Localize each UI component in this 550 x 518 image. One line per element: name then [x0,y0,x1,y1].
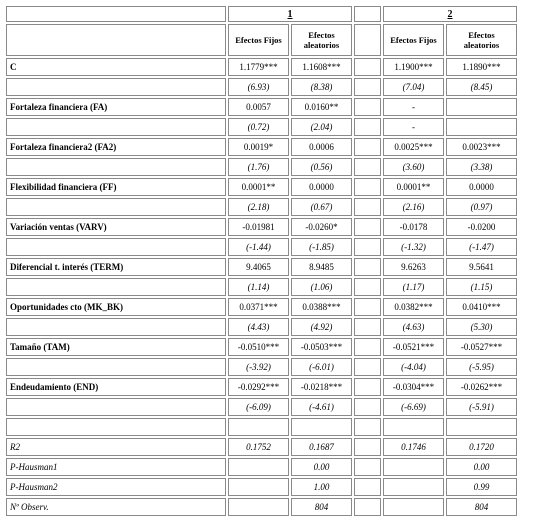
tstat-cell: (0.72) [228,118,289,136]
stat-cell [383,498,444,516]
coef-row [6,258,517,276]
tstat-row [6,78,517,96]
col-header-fixed-1: Efectos Fijos [228,24,289,56]
stat-cell: 804 [291,498,352,516]
tstat-cell: (-6.09) [228,398,289,416]
gap-cell [354,178,381,196]
tstat-cell: (2.04) [291,118,352,136]
coef-cell: 0.0001** [228,178,289,196]
variable-label: Fortaleza financiera2 (FA2) [6,138,226,156]
coef-cell: 9.4065 [228,258,289,276]
tstat-cell: (1.15) [446,278,517,296]
tstat-row [6,358,517,376]
stat-label: Nº Observ. [6,498,226,516]
variable-label: Variación ventas (VARV) [6,218,226,236]
variable-label: Diferencial t. interés (TERM) [6,258,226,276]
tstat-row [6,198,517,216]
coef-cell: -0.0200 [446,218,517,236]
tstat-cell: (-1.47) [446,238,517,256]
gap-cell [354,298,381,316]
tstat-cell: (-1.44) [228,238,289,256]
tstat-cell: (2.18) [228,198,289,216]
coef-cell: 1.1900*** [383,58,444,76]
gap-cell [354,318,381,336]
coef-row [6,298,517,316]
tstat-cell: (3.38) [446,158,517,176]
empty-cell [6,418,226,436]
empty-corner [6,24,226,56]
tstat-cell: (-6.69) [383,398,444,416]
tstat-cell: - [383,118,444,136]
empty-corner [6,6,226,22]
coef-cell: 0.0025*** [383,138,444,156]
coef-cell: 0.0388*** [291,298,352,316]
tstat-cell: (1.14) [228,278,289,296]
tstat-cell: (1.76) [228,158,289,176]
empty-label [6,118,226,136]
variable-label: C [6,58,226,76]
tstat-cell: (-4.04) [383,358,444,376]
tstat-cell: (-6.01) [291,358,352,376]
coef-cell: -0.0260* [291,218,352,236]
tstat-cell: (4.43) [228,318,289,336]
empty-label [6,158,226,176]
variable-label: Endeudamiento (END) [6,378,226,396]
empty-label [6,358,226,376]
coef-cell: 0.0019* [228,138,289,156]
coef-row [6,58,517,76]
stat-cell [228,458,289,476]
tstat-cell: (-3.92) [228,358,289,376]
tstat-cell: (8.45) [446,78,517,96]
variable-label: Fortaleza financiera (FA) [6,98,226,116]
stat-cell: 0.1687 [291,438,352,456]
tstat-cell: (4.92) [291,318,352,336]
coef-cell: 0.0371*** [228,298,289,316]
tstat-row [6,238,517,256]
tstat-cell: (-5.95) [446,358,517,376]
gap-cell [354,58,381,76]
tstat-cell: (1.06) [291,278,352,296]
tstat-cell: (6.93) [228,78,289,96]
coef-cell: 0.0000 [446,178,517,196]
coef-cell: -0.0527*** [446,338,517,356]
stat-row [6,438,517,456]
stat-cell: 0.1752 [228,438,289,456]
tstat-cell: (-1.85) [291,238,352,256]
stat-cell: 804 [446,498,517,516]
stat-cell [383,458,444,476]
tstat-row [6,278,517,296]
gap-cell [354,458,381,476]
empty-label [6,318,226,336]
tstat-cell [446,118,517,136]
stat-label: P-Hausman2 [6,478,226,496]
stat-cell [383,478,444,496]
coef-cell: -0.0218*** [291,378,352,396]
empty-label [6,238,226,256]
variable-label: Flexibilidad financiera (FF) [6,178,226,196]
coef-cell: -0.0503*** [291,338,352,356]
gap-cell [354,138,381,156]
stat-row [6,458,517,476]
col-header-random-2: Efectos aleatorios [446,24,517,56]
tstat-cell: (-4.61) [291,398,352,416]
coef-cell: -0.0178 [383,218,444,236]
coef-cell: 0.0382*** [383,298,444,316]
tstat-row [6,318,517,336]
gap-cell [354,358,381,376]
stat-row [6,498,517,516]
gap-cell [354,6,381,22]
gap-cell [354,118,381,136]
gap-cell [354,158,381,176]
empty-cell [291,418,352,436]
coef-cell: 0.0001** [383,178,444,196]
model-2-header: 2 [383,6,517,22]
coef-cell: -0.01981 [228,218,289,236]
empty-cell [228,418,289,436]
empty-label [6,398,226,416]
coef-cell: 0.0410*** [446,298,517,316]
gap-cell [354,338,381,356]
tstat-cell: (4.63) [383,318,444,336]
tstat-cell: (2.16) [383,198,444,216]
tstat-cell: (0.67) [291,198,352,216]
coef-cell: -0.0510*** [228,338,289,356]
coef-cell: -0.0262*** [446,378,517,396]
stat-cell [228,498,289,516]
empty-label [6,78,226,96]
coef-cell: 9.5641 [446,258,517,276]
empty-label [6,278,226,296]
coef-cell: -0.0304*** [383,378,444,396]
empty-cell [354,418,381,436]
gap-cell [354,498,381,516]
gap-cell [354,258,381,276]
column-header-row [6,24,517,56]
gap-cell [354,478,381,496]
stat-cell: 0.00 [291,458,352,476]
stat-cell: 0.99 [446,478,517,496]
gap-cell [354,98,381,116]
coef-row [6,98,517,116]
col-header-fixed-2: Efectos Fijos [383,24,444,56]
gap-cell [354,78,381,96]
coef-cell: 1.1779*** [228,58,289,76]
model-1-header: 1 [228,6,352,22]
coef-row [6,378,517,396]
tstat-row [6,158,517,176]
gap-cell [354,198,381,216]
coef-cell: 0.0000 [291,178,352,196]
coef-cell: 9.6263 [383,258,444,276]
tstat-row [6,118,517,136]
coef-cell: 1.1890*** [446,58,517,76]
gap-cell [354,278,381,296]
tstat-cell: (0.56) [291,158,352,176]
stat-label: R2 [6,438,226,456]
tstat-row [6,398,517,416]
gap-cell [354,438,381,456]
coef-cell: -0.0521*** [383,338,444,356]
stat-label: P-Hausman1 [6,458,226,476]
coef-cell: 0.0006 [291,138,352,156]
coef-cell: 8.9485 [291,258,352,276]
coef-row [6,338,517,356]
tstat-cell: (8.38) [291,78,352,96]
variable-label: Tamaño (TAM) [6,338,226,356]
regression-table [4,4,519,518]
tstat-cell: (7.04) [383,78,444,96]
variable-label: Oportunidades cto (MK_BK) [6,298,226,316]
stat-cell [228,478,289,496]
coef-cell: 0.0160** [291,98,352,116]
tstat-cell: (-1.32) [383,238,444,256]
coef-cell: 0.0057 [228,98,289,116]
gap-cell [354,378,381,396]
stat-cell: 1.00 [291,478,352,496]
tstat-cell: (3.60) [383,158,444,176]
gap-cell [354,398,381,416]
coef-row [6,218,517,236]
tstat-cell: (1.17) [383,278,444,296]
coef-cell: 0.0023*** [446,138,517,156]
coef-cell: -0.0292*** [228,378,289,396]
col-header-random-1: Efectos aleatorios [291,24,352,56]
coef-cell: - [383,98,444,116]
empty-label [6,198,226,216]
spacer-row [6,418,517,436]
stat-cell: 0.00 [446,458,517,476]
gap-cell [354,218,381,236]
gap-cell [354,24,381,56]
tstat-cell: (5.30) [446,318,517,336]
tstat-cell: (0.97) [446,198,517,216]
coef-row [6,138,517,156]
coef-cell [446,98,517,116]
stat-cell: 0.1720 [446,438,517,456]
tstat-cell: (-5.91) [446,398,517,416]
stat-row [6,478,517,496]
coef-cell: 1.1608*** [291,58,352,76]
stat-cell: 0.1746 [383,438,444,456]
model-header-row [6,6,517,22]
coef-row [6,178,517,196]
empty-cell [383,418,444,436]
empty-cell [446,418,517,436]
gap-cell [354,238,381,256]
